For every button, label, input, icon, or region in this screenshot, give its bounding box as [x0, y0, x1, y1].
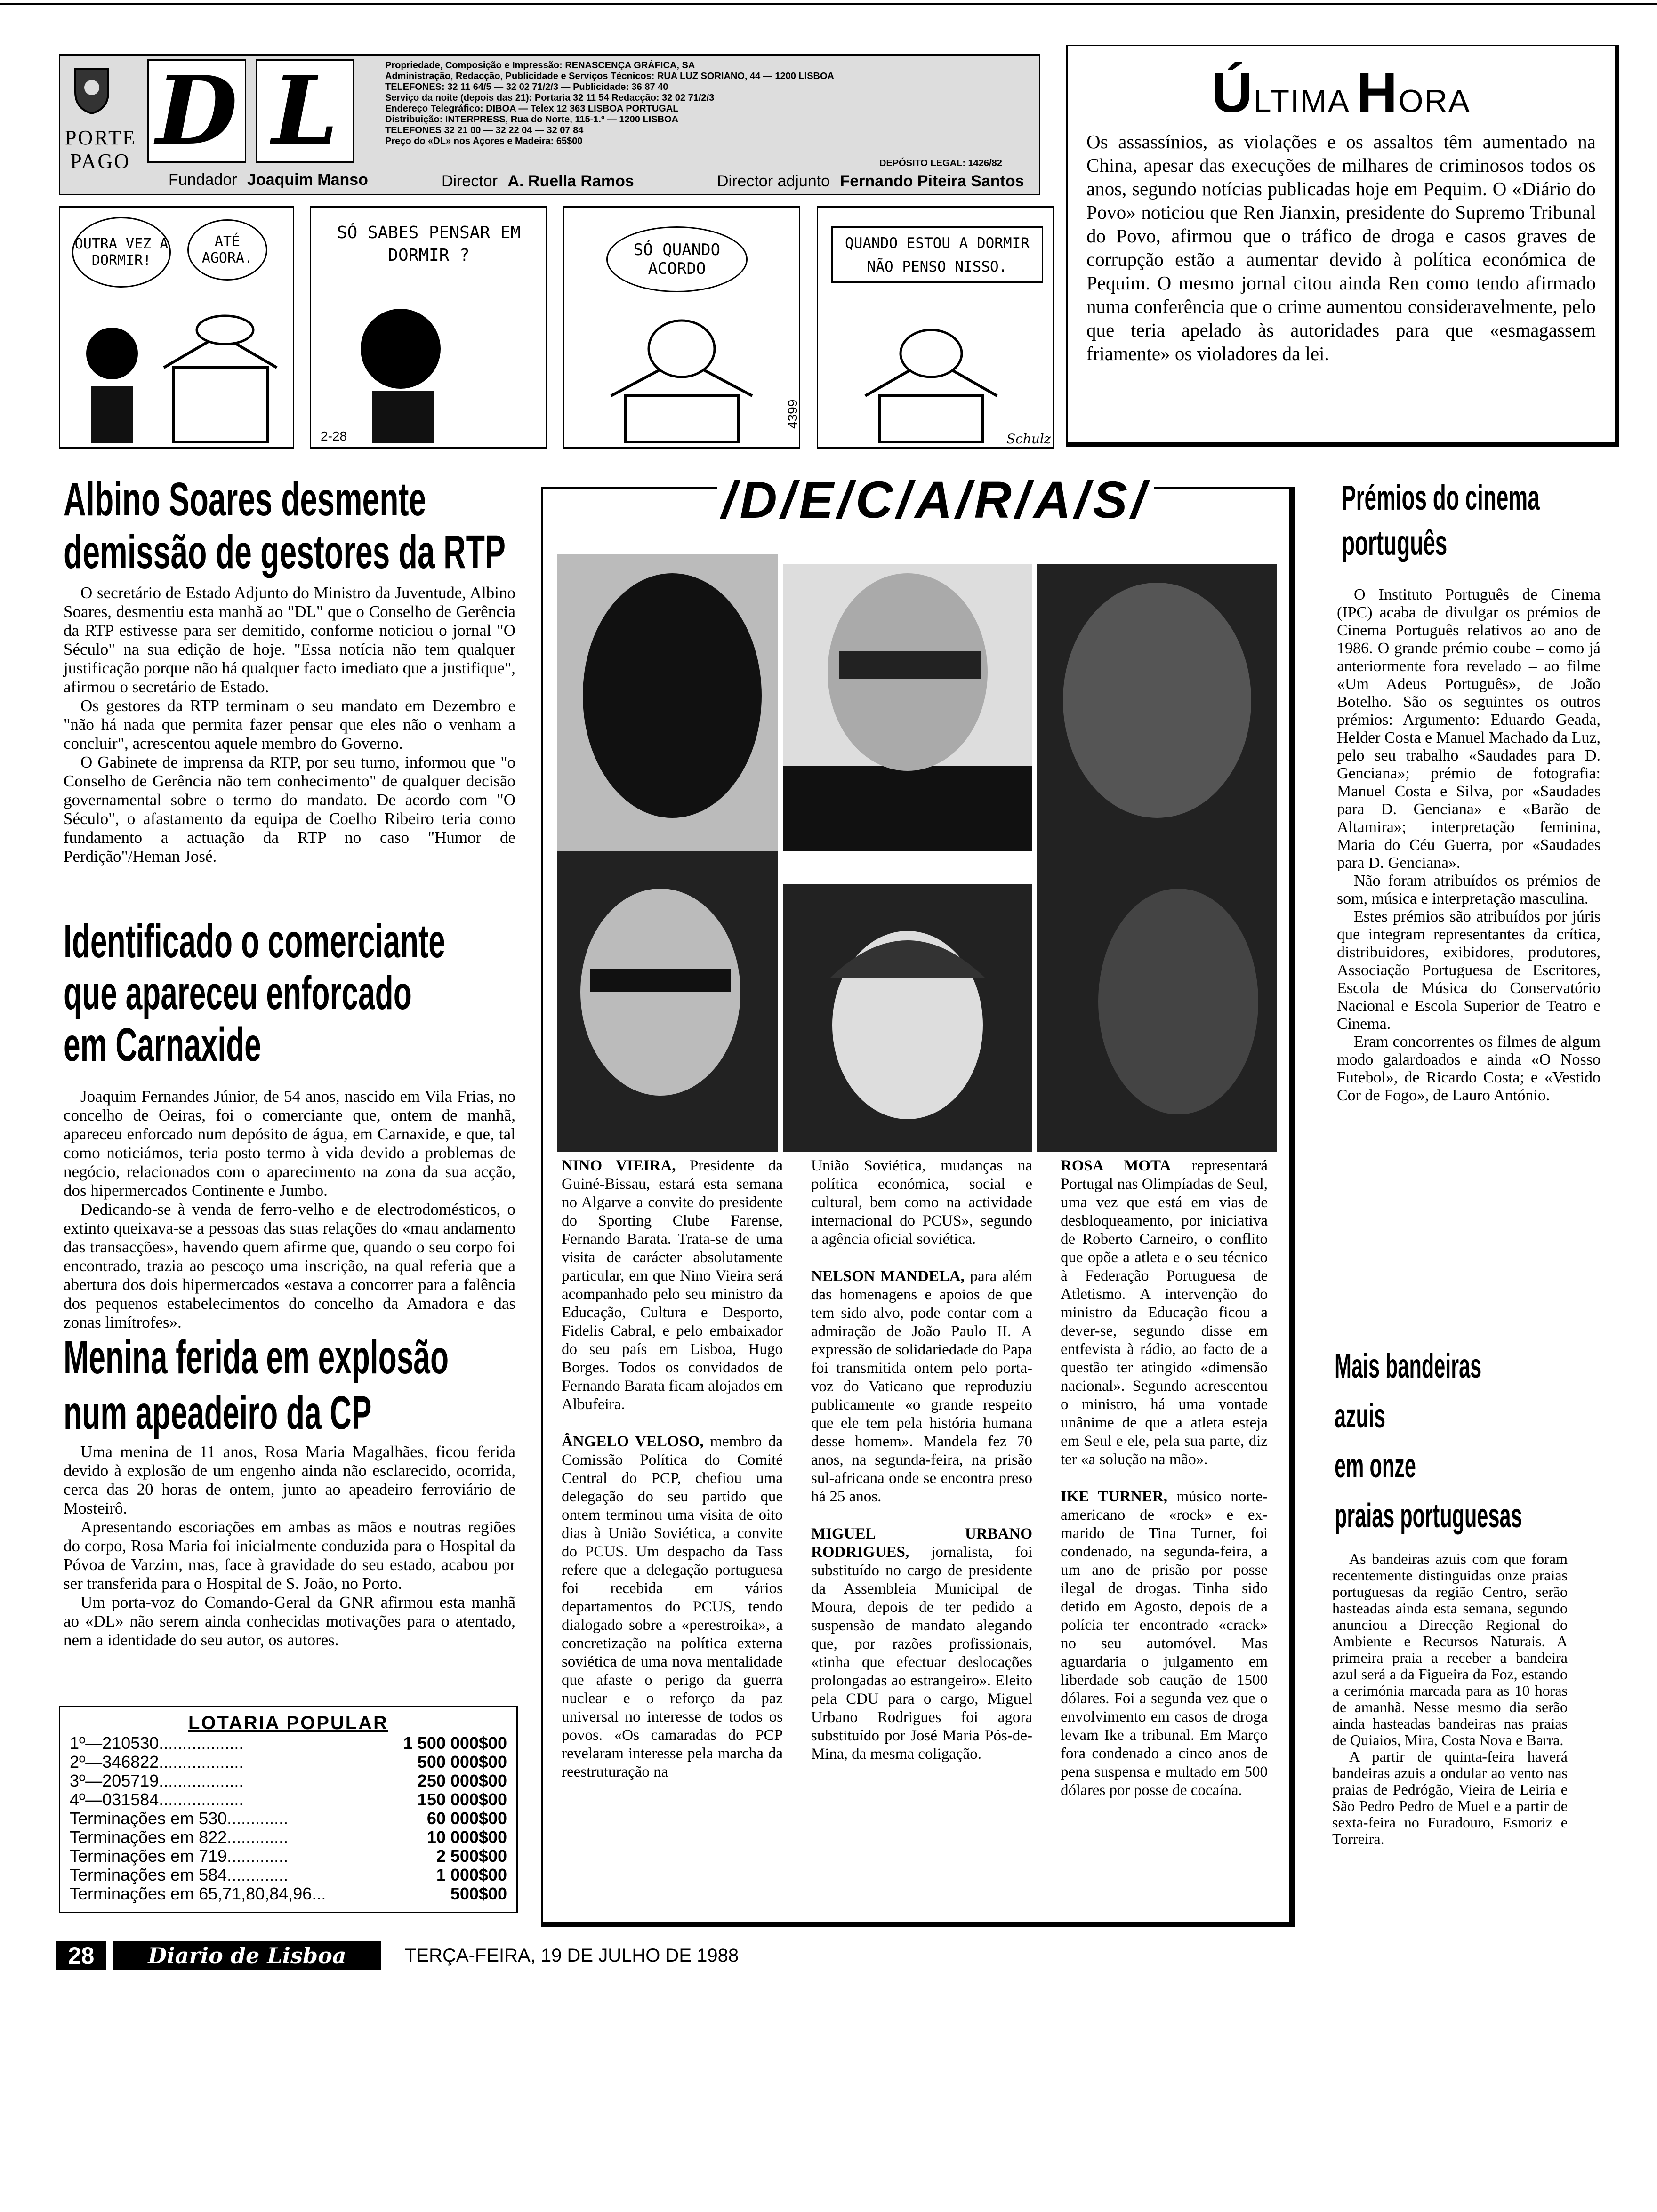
info-line: Serviço da noite (depois das 21): Portaria 32 11 54 Redacção: 32 02 71/2/3: [385, 93, 715, 103]
paragraph: Apresentando escoriações em ambas as mãos e noutras regiões do corpo, Rosa Maria foi inicialmente conduzida para o Hospital da Póvoa de Varzim, mas, face à gravidade do seu estado, acabou por ser transferida para o Hospital de S. João, no Porto.: [64, 1518, 515, 1593]
lotaria-row: [70, 1771, 507, 1790]
lotaria-box: [59, 1706, 518, 1913]
deputy-name: Fernando Piteira Santos: [840, 172, 1024, 190]
title-ora: ORA: [1398, 83, 1471, 119]
paragraph: Dedicando-se à venda de ferro-velho e de electrodomésticos, o extinto queixava-se a pessoas das suas relações do «mau andamento das transacções», havendo quem afirme que, quando o seu corpo foi encontrado, trazia ao pescoço uma inscrição, na qual referia que a abertura dos dois hipermercados «estava a concorrer para a falência dos pequenos estabelecimentos do concelho da Amadora e das zonas limítrofes».: [64, 1200, 515, 1331]
comic-caption: SÓ SABES PENSAR EM DORMIR ?: [337, 223, 521, 265]
lotaria-row: [70, 1809, 507, 1828]
deputy-label: Director adjunto: [717, 172, 830, 190]
paragraph: O Instituto Português de Cinema (IPC) acaba de divulgar os prémios de Cinema Português relativos ao ano de 1986. O grande prémio coube – como já anteriormente fora revelado – ao filme «Um Adeus Português», de João Botelho. São os seguintes os outros prémios: Argumento: Eduardo Geada, Helder Costa e Manuel Machado da Luz, pelo seu trabalho «Saudades para D. Genciana»; prémio de fotografia: Manuel Costa e Silva, por «Saudades para D. Genciana» e «Barão de Altamira»; interpretação feminina, Maria do Céu Guerra, por «Saudades para D. Genciana».: [1337, 586, 1601, 872]
lotaria-value: 1 500 000$00: [403, 1733, 507, 1753]
paragraph: Os gestores da RTP terminam o seu mandato em Dezembro e "não há nada que permita fazer pensar que eles não o venham a concluir", acrescentou aquele membro do Governo.: [64, 697, 515, 753]
comic-date: 2-28: [321, 429, 347, 443]
comic-number: 4399: [785, 399, 800, 429]
decaras-item: [562, 1433, 783, 1781]
lotaria-value: 500 000$00: [417, 1752, 507, 1771]
person-name: NINO VIEIRA,: [562, 1157, 676, 1174]
director-label: Director: [442, 172, 498, 190]
lotaria-row: [70, 1884, 507, 1903]
decaras-item: [811, 1157, 1032, 1249]
headline-line: Identificado o comerciante: [64, 915, 445, 968]
lotaria-value: 2 500$00: [436, 1846, 507, 1866]
decaras-col1: [562, 1157, 783, 1781]
lotaria-value: 10 000$00: [426, 1827, 507, 1847]
headline-line: praias portuguesas: [1335, 1497, 1522, 1535]
ultima-hora-box: [1066, 45, 1619, 447]
lotaria-label: 1º—210530..................: [70, 1733, 244, 1753]
lotaria-label: Terminações em 65,71,80,84,96...: [70, 1884, 326, 1903]
lotaria-label: Terminações em 719.............: [70, 1846, 289, 1866]
director-name: A. Ruella Ramos: [507, 172, 634, 190]
person-text: músico norte-americano de «rock» e ex-marido de Tina Turner, foi condenado, na segunda-feira, a um ano de prisão por posse ilegal de drogas. Tinha sido detido em Agosto, depois de a polícia ter encontrado «crack» no seu automóvel. Mas aguardaria o julgamento em liberdade sob caução de 1500 dólares. Foi a segunda vez que o envolvimento em casos de droga levam Ike a tribunal. Em Março fora condenado a cinco anos de pena suspensa e multado em 500 dólares por posse de cocaína.: [1061, 1488, 1268, 1799]
logo-l: [256, 56, 354, 166]
comic-panel-4: [817, 206, 1054, 449]
headline-line: português: [1342, 523, 1448, 562]
person-text: jornalista, foi substituído no cargo de presidente da Assembleia Municipal de Moura, depois de ter pedido a suspensão de mandato alegando que, por razões profissionais, «tinha que efectuar deslocações prolongadas ao estrangeiro». Eleito pela CDU para o cargo, Miguel Urbano Rodrigues foi agora substituído por José Maria Pós-de-Mina, da mesma coligação.: [811, 1544, 1032, 1763]
decaras-item: [811, 1267, 1032, 1506]
article1-headline: [64, 473, 506, 578]
lotaria-value: 500$00: [450, 1884, 507, 1903]
founder-label: Fundador: [169, 171, 237, 189]
paragraph: Uma menina de 11 anos, Rosa Maria Magalhães, ficou ferida devido à explosão de um engenho ainda não esclarecido, ocorrida, cerca das 20 horas de ontem, junto ao apeadeiro ferroviário de Mosteirô.: [64, 1443, 515, 1517]
decaras-section: [541, 471, 1295, 1927]
footer-date: TERÇA-FEIRA, 19 DE JULHO DE 1988: [405, 1945, 739, 1966]
headline-line: Albino Soares desmente: [64, 473, 426, 526]
info-line: Administração, Redacção, Publicidade e Serviços Técnicos: RUA LUZ SORIANO, 44 — 1200 LISBOA: [385, 71, 834, 81]
person-name: MIGUEL URBANO RODRIGUES,: [811, 1525, 1032, 1561]
lotaria-label: 2º—346822..................: [70, 1752, 244, 1771]
article3-body: [64, 1443, 515, 1650]
comic-bubble: SÓ QUANDO ACORDO: [606, 226, 748, 292]
comic-caption-box: [831, 226, 1043, 283]
title-ltima: LTIMA: [1253, 83, 1350, 119]
article4-headline: [1342, 475, 1540, 566]
deputy-director: [717, 172, 1024, 191]
photo-rosa-mota: [783, 884, 1032, 1152]
lotaria-row: [70, 1828, 507, 1847]
info-line: Endereço Telegráfico: DIBOA — Telex 12 363 LISBOA PORTUGAL: [385, 104, 679, 114]
paragraph: As bandeiras azuis com que foram recentemente distinguidas onze praias portuguesas da região Centro, serão hasteadas ainda esta semana, segundo anunciou a Direcção Regional do Ambiente e Recursos Naturais. A primeira praia a receber a bandeira azul será a da Figueira da Foz, estando a cerimónia marcada para as 10 horas de amanhã. Nesse mesmo dia serão ainda hasteadas bandeiras nas praias de Quiaios, Mira, Costa Nova e Barra.: [1332, 1550, 1568, 1748]
paragraph: O secretário de Estado Adjunto do Ministro da Juventude, Albino Soares, desmentiu esta manhã ao "DL" que o Conselho de Gerência da RTP estivesse para ser demitido, conforme noticiou o jornal "O Século" na sua edição de hoje. "Essa notícia não tem qualquer justificação porque não há qualquer facto imediato que a justifique", afirmou o secretário de Estado.: [64, 584, 515, 696]
person-text: para além das homenagens e apoios de que tem sido alvo, pode contar com a admiração de João Paulo II. A expressão de solidariedade do Papa foi transmitida ontem pelo porta-voz do Vaticano que reproduziu publicamente «o grande respeito que ele tem pela história humana desse homem». Mandela fez 70 anos, na segunda-feira, na prisão sul-africana onde se encontra preso há 25 anos.: [811, 1268, 1033, 1505]
snoopy-drawing: [583, 302, 780, 443]
headline-line: que apareceu enforcado: [64, 967, 412, 1019]
paragraph: O Gabinete de imprensa da RTP, por seu turno, informou que "o Conselho de Gerência não tem conhecimento" de qualquer decisão governamental sobre o termo do mandato. De acordo com "O Século", o afastamento da equipa de Coelho Ribeiro teria como fundamento a actuação da RTP no caso "Humor de Perdição"/Heman José.: [64, 753, 515, 866]
lotaria-value: 1 000$00: [436, 1865, 507, 1884]
lotaria-label: Terminações em 530.............: [70, 1809, 289, 1828]
paragraph: Um porta-voz do Comando-Geral da GNR afirmou esta manhã ao «DL» não serem ainda conhecidas motivações para o atentado, nem a identidade do seu autor, os autores.: [64, 1593, 515, 1649]
article3-headline: [64, 1330, 449, 1441]
person-name: ROSA MOTA: [1061, 1157, 1171, 1174]
snoopy-drawing: [846, 316, 1016, 443]
lotaria-value: 250 000$00: [417, 1771, 507, 1790]
lucy-drawing: [330, 297, 471, 443]
lotaria-row: [70, 1734, 507, 1753]
comic-panel-3: [563, 206, 800, 449]
person-name: NELSON MANDELA,: [811, 1268, 965, 1285]
headline-line: Prémios do cinema: [1342, 478, 1540, 517]
logo-d: [147, 56, 246, 166]
person-text: União Soviética, mudanças na política económica, social e cultural, bem como na actividade internacional do PCUS», segundo a agência oficial soviética.: [811, 1157, 1032, 1248]
comic-bubble: ATÉ AGORA.: [187, 219, 267, 281]
masthead: [59, 54, 1040, 195]
info-line: Propriedade, Composição e Impressão: RENASCENÇA GRÁFICA, SA: [385, 60, 695, 71]
decaras-title: /D/E/C/A/R/A/S/: [717, 474, 1154, 526]
footer-paper-name: Diario de Lisboa: [113, 1941, 381, 1970]
ultima-hora-title: [1086, 60, 1596, 125]
decaras-col2: [811, 1157, 1032, 1763]
comic-bubble: OUTRA VEZ A DORMIR!: [72, 217, 171, 288]
title-h: H: [1356, 61, 1399, 124]
headline-line: Menina ferida em explosão: [64, 1331, 449, 1384]
paragraph: Estes prémios são atribuídos por júris que integram representantes da crítica, distribuidores, exibidores, produtores, Associação Portuguesa de Escritores, Escola de Música do Conservatório Nacional e Escola Superior de Teatro e Cinema.: [1337, 908, 1601, 1033]
photo-nelson-mandela: [1037, 564, 1277, 851]
lotaria-label: Terminações em 584.............: [70, 1865, 289, 1884]
person-text: membro da Comissão Política do Comité Central do PCP, chefiou uma delegação do seu partido que ontem terminou uma visita de oito dias à União Soviética, a convite do PCUS. Um despacho da Tass refere que a delegação portuguesa foi recebida em vários departamentos do PCUS, tendo dialogado sobre a «perestroika», a concretização na política externa soviética de uma nova mentalidade que afaste o perigo da guerra nuclear e o reforço da paz universal no interesse de todos os povos. «Os camaradas do PCP revelaram interesse pela marcha da reestruturação na: [562, 1433, 783, 1780]
director: [442, 172, 634, 191]
lotaria-row: [70, 1753, 507, 1771]
headline-line: num apeadeiro da CP: [64, 1387, 372, 1439]
person-text: representará Portugal nas Olimpíadas de Seul, uma vez que está em vias de desbloqueamento, por iniciativa de Roberto Carneiro, o conflito que opõe a atleta e o seu técnico à Federação Portuguesa de Atletismo. A intervenção do ministro da Educação ficou a dever-se, segundo disse em entfevista à rádio, ao facto de a questão ter atingido «dimensão nacional». Segundo acrescentou o ministro, há uma vontade unânime de que a atleta esteja em Seul e ele, pela sua parte, diz ter «a solução na mão».: [1061, 1157, 1268, 1468]
headline-line: em Carnaxide: [64, 1018, 261, 1071]
founder: [169, 171, 368, 189]
headline-line: demissão de gestores da RTP: [64, 526, 506, 578]
lotaria-value: 60 000$00: [426, 1809, 507, 1828]
article1-body: [64, 584, 515, 866]
doghouse-drawing: [154, 302, 286, 443]
logo-l-letter: L: [272, 56, 338, 166]
info-line: TELEFONES: 32 11 64/5 — 32 02 71/2/3 — Publicidade: 36 87 40: [385, 82, 668, 92]
person-text: Presidente da Guiné-Bissau, estará esta semana no Algarve a convite do presidente do Sporting Clube Farense, Fernando Barata. Trata-se de uma visita de carácter absolutamente particular, em que Nino Vieira será acompanhado pelo seu ministro da Educação, Cultura e Desporto, Fidelis Cabral, e pelo embaixador do seu país em Lisboa, Hugo Borges. Todos os convidados de Fernando Barata ficam alojados em Albufeira.: [562, 1157, 783, 1413]
paragraph: A partir de quinta-feira haverá bandeiras azuis a ondular ao vento nas praias de Pedrógão, Vieira de Leiria e São Pedro Pedro de Muel e a partir de sexta-feira no Furadouro, Esmoriz e Torreira.: [1332, 1748, 1568, 1847]
decaras-col3: [1061, 1157, 1268, 1800]
porte-pago-label: PORTE PAGO: [65, 126, 137, 173]
person-name: IKE TURNER,: [1061, 1488, 1167, 1505]
photo-nino-vieira: [557, 554, 778, 851]
lotaria-row: [70, 1847, 507, 1866]
person-name: ÂNGELO VELOSO,: [562, 1433, 704, 1450]
comic-signature: Schulz: [1006, 431, 1051, 447]
info-line: TELEFONES 32 21 00 — 32 22 04 — 32 07 84: [385, 125, 584, 136]
paragraph: Não foram atribuídos os prémios de som, música e interpretação masculina.: [1337, 872, 1601, 907]
logo-d-letter: D: [156, 56, 238, 166]
legal-deposit: DEPÓSITO LEGAL: 1426/82: [879, 158, 1002, 168]
article2-headline: [64, 915, 445, 1071]
photo-angelo-veloso: [783, 564, 1032, 851]
comic-panel-1: [59, 206, 294, 449]
crest-icon: [71, 64, 113, 116]
lotaria-label: 4º—031584..................: [70, 1790, 244, 1809]
ultima-hora-text: Os assassínios, as violações e os assaltos têm aumentado na China, apesar das execuções de milhares de criminosos todos os anos, segundo notícias publicadas hoje em Pequim. O «Diário do Povo» noticiou que Ren Jianxin, presidente do Supremo Tribunal do Povo, afirmou que o tráfico de droga e casos graves de corrupção estão a aumentar devido à política económica de Pequim. O mesmo jornal citou ainda Ren como tendo afirmado numa conferência que o crime aumentou consideravelmente, pelo que teria apelado às autoridades para que «esmagassem friamente» os violadores da lei.: [1086, 131, 1596, 364]
decaras-item: [1061, 1157, 1268, 1469]
article4-body: [1337, 586, 1601, 1105]
lotaria-label: Terminações em 822.............: [70, 1827, 289, 1847]
decaras-item: [562, 1157, 783, 1414]
article5-body: [1332, 1551, 1568, 1847]
photo-miguel-urbano-rodrigues: [557, 851, 778, 1152]
paragraph: Eram concorrentes os filmes de algum modo galardoados e ainda «O Nosso Futebol», de Ricardo Costa; e «Vestido Cor de Fogo», de Lauro António.: [1337, 1033, 1601, 1104]
headline-line: Mais bandeiras: [1335, 1347, 1482, 1385]
title-u: Ú: [1212, 61, 1254, 124]
lotaria-row: [70, 1866, 507, 1884]
headline-line: azuis: [1335, 1397, 1386, 1435]
info-line: Preço do «DL» nos Açores e Madeira: 65$00: [385, 136, 583, 146]
decaras-item: [811, 1525, 1032, 1763]
info-line: Distribuição: INTERPRESS, Rua do Norte, 115-1.º — 1200 LISBOA: [385, 114, 679, 125]
article2-body: [64, 1087, 515, 1332]
lotaria-title: LOTARIA POPULAR: [188, 1713, 388, 1733]
comic-panel-2: [310, 206, 547, 449]
photo-ike-turner: [1037, 851, 1277, 1152]
comic-caption: QUANDO ESTOU A DORMIR NÃO PENSO NISSO.: [845, 235, 1030, 275]
article5-headline: [1335, 1341, 1522, 1541]
founder-name: Joaquim Manso: [247, 171, 368, 189]
lucy-drawing: [70, 321, 154, 448]
masthead-info: [385, 60, 997, 147]
headline-line: em onze: [1335, 1447, 1416, 1485]
lotaria-row: [70, 1790, 507, 1809]
lotaria-value: 150 000$00: [417, 1790, 507, 1809]
decaras-item: [1061, 1488, 1268, 1800]
footer-page-number: 28: [56, 1941, 106, 1970]
lotaria-label: 3º—205719..................: [70, 1771, 244, 1790]
paragraph: Joaquim Fernandes Júnior, de 54 anos, nascido em Vila Frias, no concelho de Oeiras, foi o comerciante que, ontem de manhã, apareceu enforcado num depósito de água, em Carnaxide, e que, tal como noticiámos, teria posto termo à vida devido a problemas de negócio, relacionados com o aparecimento na zona da sua acção, dos hipermercados Continente e Jumbo.: [64, 1087, 515, 1200]
top-rule: [0, 3, 1657, 5]
